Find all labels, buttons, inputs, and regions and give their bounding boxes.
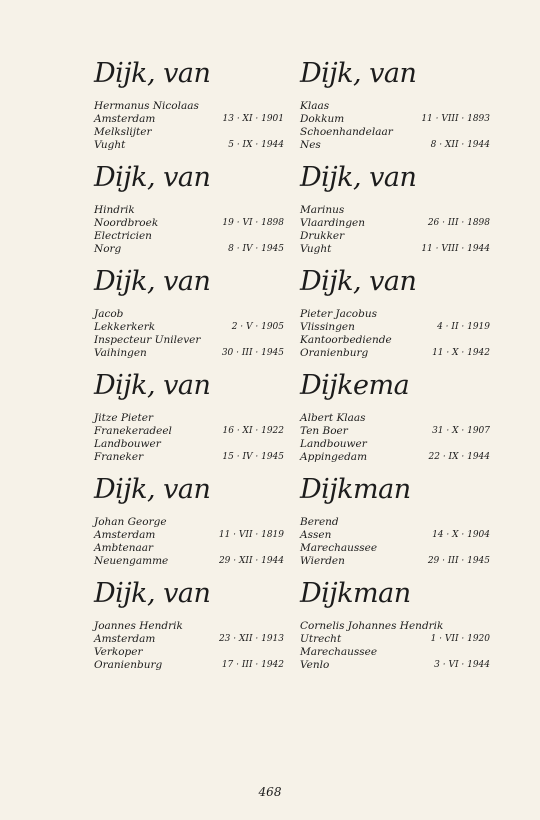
- death-place: Oranienburg: [300, 347, 369, 359]
- given-names: Jitze Pieter: [94, 412, 153, 424]
- register-entry: [94, 474, 294, 578]
- occupation: Landbouwer: [94, 438, 161, 450]
- given-names: Jacob: [94, 308, 124, 320]
- register-entry: [94, 370, 294, 474]
- occupation: Drukker: [300, 230, 345, 242]
- register-entry: [94, 266, 294, 370]
- birth-date: 26 · III · 1898: [427, 218, 490, 228]
- death-place: Wierden: [300, 555, 345, 567]
- birth-place: Amsterdam: [94, 633, 156, 645]
- death-date: 30 · III · 1945: [221, 348, 284, 358]
- birth-line: [300, 217, 500, 230]
- birth-place: Lekkerkerk: [94, 321, 156, 333]
- occupation: Marechaussee: [300, 542, 378, 554]
- birth-line: [94, 321, 294, 334]
- birth-date: 14 · X · 1904: [432, 530, 490, 540]
- death-date: 11 · VIII · 1944: [421, 244, 490, 254]
- death-line: [94, 243, 294, 256]
- birth-line: [94, 529, 294, 542]
- death-line: [94, 451, 294, 464]
- given-names: Joannes Hendrik: [94, 620, 183, 632]
- birth-line: [300, 113, 500, 126]
- entry-surname: Dijk, van: [300, 58, 417, 89]
- entry-surname: Dijk, van: [94, 578, 211, 609]
- given-names: Hindrik: [94, 204, 135, 216]
- birth-date: 11 · VIII · 1893: [421, 114, 490, 124]
- birth-line: [300, 529, 500, 542]
- death-line: [300, 555, 500, 568]
- death-place: Franeker: [94, 451, 144, 463]
- entry-surname: Dijk, van: [94, 266, 211, 297]
- birth-date: 11 · VII · 1819: [218, 530, 284, 540]
- birth-place: Dokkum: [300, 113, 345, 125]
- death-line: [300, 243, 500, 256]
- death-date: 5 · IX · 1944: [228, 140, 284, 150]
- occupation: Electricien: [94, 230, 152, 242]
- birth-place: Noordbroek: [94, 217, 159, 229]
- death-line: [94, 659, 294, 672]
- death-line: [300, 347, 500, 360]
- given-names: Berend: [300, 516, 339, 528]
- death-line: [94, 139, 294, 152]
- given-names: Klaas: [300, 100, 330, 112]
- entry-surname: Dijkema: [300, 370, 410, 401]
- register-entry: [300, 370, 500, 474]
- birth-date: 2 · V · 1905: [231, 322, 284, 332]
- birth-date: 13 · XI · 1901: [222, 114, 284, 124]
- register-entry: [300, 58, 500, 162]
- birth-line: [94, 633, 294, 646]
- birth-line: [300, 425, 500, 438]
- entry-surname: Dijk, van: [300, 162, 417, 193]
- birth-date: 23 · XII · 1913: [218, 634, 284, 644]
- birth-date: 19 · VI · 1898: [222, 218, 284, 228]
- register-entry: [300, 266, 500, 370]
- birth-line: [94, 425, 294, 438]
- birth-place: Amsterdam: [94, 529, 156, 541]
- occupation: Melkslijter: [94, 126, 152, 138]
- death-place: Neuengamme: [94, 555, 169, 567]
- death-date: 29 · III · 1945: [427, 556, 490, 566]
- death-date: 8 · IV · 1945: [228, 244, 284, 254]
- entry-surname: Dijk, van: [94, 58, 211, 89]
- entry-surname: Dijkman: [300, 474, 411, 505]
- birth-line: [94, 217, 294, 230]
- entry-surname: Dijk, van: [94, 162, 211, 193]
- death-line: [300, 451, 500, 464]
- death-line: [94, 347, 294, 360]
- register-entry: [300, 162, 500, 266]
- register-entry: [300, 474, 500, 578]
- death-place: Vught: [300, 243, 332, 255]
- death-date: 3 · VI · 1944: [434, 660, 490, 670]
- right-column: [300, 58, 500, 682]
- birth-date: 4 · II · 1919: [437, 322, 490, 332]
- death-date: 17 · III · 1942: [221, 660, 284, 670]
- register-entry: [94, 578, 294, 682]
- death-place: Vught: [94, 139, 126, 151]
- occupation: Verkoper: [94, 646, 143, 658]
- death-place: Nes: [300, 139, 321, 151]
- occupation: Landbouwer: [300, 438, 367, 450]
- death-line: [94, 555, 294, 568]
- birth-line: [300, 633, 500, 646]
- occupation: Marechaussee: [300, 646, 378, 658]
- death-place: Appingedam: [300, 451, 368, 463]
- birth-place: Amsterdam: [94, 113, 156, 125]
- register-entry: [94, 58, 294, 162]
- death-line: [300, 659, 500, 672]
- birth-date: 1 · VII · 1920: [430, 634, 490, 644]
- birth-date: 31 · X · 1907: [432, 426, 490, 436]
- death-place: Norg: [94, 243, 122, 255]
- occupation: Schoenhandelaar: [300, 126, 393, 138]
- entry-surname: Dijk, van: [94, 370, 211, 401]
- death-line: [300, 139, 500, 152]
- entry-surname: Dijk, van: [300, 266, 417, 297]
- given-names: Marinus: [300, 204, 345, 216]
- birth-place: Ten Boer: [300, 425, 348, 437]
- given-names: Pieter Jacobus: [300, 308, 377, 320]
- death-place: Oranienburg: [94, 659, 163, 671]
- death-date: 29 · XII · 1944: [218, 556, 284, 566]
- birth-place: Utrecht: [300, 633, 342, 645]
- given-names: Albert Klaas: [300, 412, 366, 424]
- given-names: Hermanus Nicolaas: [94, 100, 199, 112]
- death-date: 15 · IV · 1945: [222, 452, 284, 462]
- register-entry: [94, 162, 294, 266]
- death-place: Venlo: [300, 659, 330, 671]
- given-names: Cornelis Johannes Hendrik: [300, 620, 444, 632]
- register-entry: [300, 578, 500, 682]
- entry-surname: Dijk, van: [94, 474, 211, 505]
- birth-place: Franekeradeel: [94, 425, 172, 437]
- occupation: Kantoorbediende: [300, 334, 392, 346]
- given-names: Johan George: [94, 516, 167, 528]
- page-number: 468: [258, 785, 282, 799]
- birth-place: Assen: [300, 529, 332, 541]
- death-date: 11 · X · 1942: [432, 348, 490, 358]
- birth-date: 16 · XI · 1922: [222, 426, 284, 436]
- death-place: Vaihingen: [94, 347, 147, 359]
- death-date: 22 · IX · 1944: [428, 452, 490, 462]
- birth-place: Vlaardingen: [300, 217, 366, 229]
- birth-place: Vlissingen: [300, 321, 355, 333]
- birth-line: [300, 321, 500, 334]
- occupation: Ambtenaar: [94, 542, 153, 554]
- occupation: Inspecteur Unilever: [94, 334, 201, 346]
- death-date: 8 · XII · 1944: [430, 140, 490, 150]
- birth-line: [94, 113, 294, 126]
- entry-surname: Dijkman: [300, 578, 411, 609]
- left-column: [94, 58, 294, 682]
